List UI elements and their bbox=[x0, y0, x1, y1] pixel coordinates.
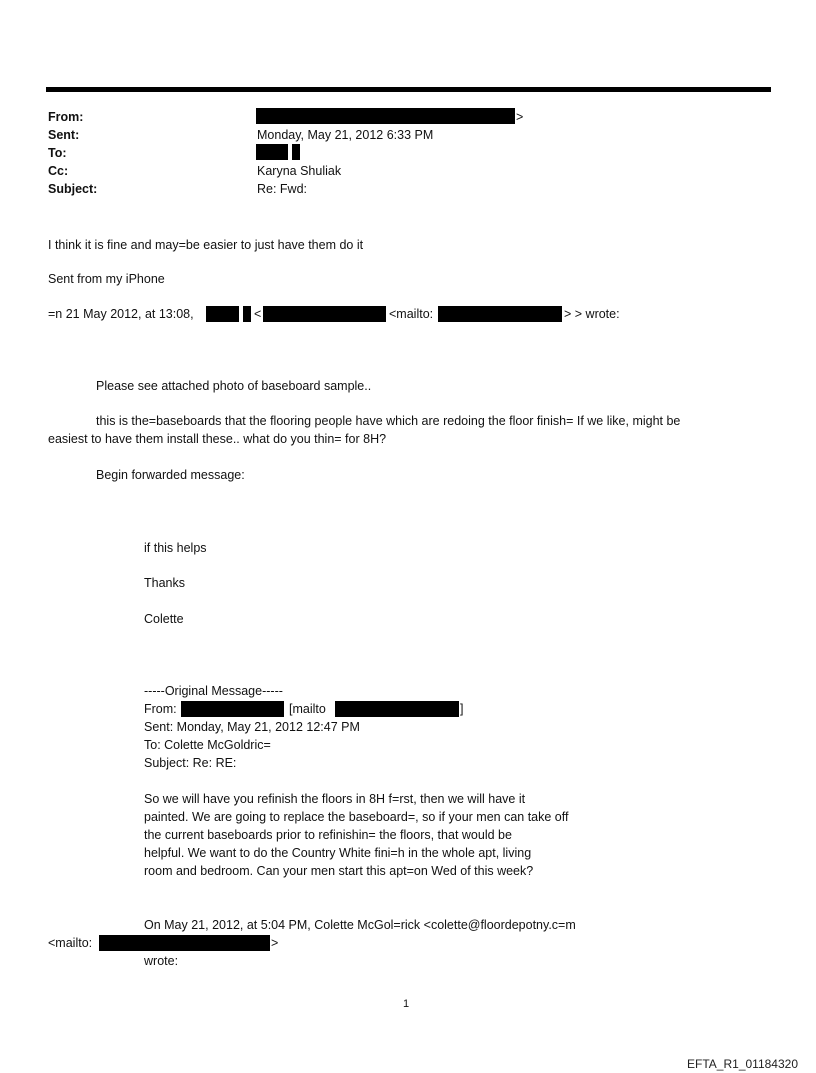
subject-label: Subject: bbox=[48, 182, 98, 196]
redaction-orig-from bbox=[181, 701, 284, 717]
document-id: EFTA_R1_01184320 bbox=[687, 1057, 798, 1071]
cc-label: Cc: bbox=[48, 164, 69, 178]
body-line-2: Sent from my iPhone bbox=[48, 272, 165, 286]
redaction-quote-3 bbox=[263, 306, 386, 322]
cc-value: Karyna Shuliak bbox=[257, 164, 342, 178]
to-label: To: bbox=[48, 146, 67, 160]
redaction-quote-4 bbox=[438, 306, 562, 322]
mailto-2-close: > bbox=[271, 936, 279, 950]
quote-wrote: > > wrote: bbox=[564, 307, 620, 321]
if-this-helps: if this helps bbox=[144, 541, 207, 555]
msg-line-2: painted. We are going to replace the baseboard=, so if your men can take off bbox=[144, 810, 569, 824]
orig-from-label: From: bbox=[144, 702, 177, 716]
orig-sent: Sent: Monday, May 21, 2012 12:47 PM bbox=[144, 720, 360, 734]
from-suffix: > bbox=[516, 110, 524, 124]
page-number: 1 bbox=[403, 998, 410, 1010]
para-1: Please see attached photo of baseboard sample.. bbox=[96, 379, 372, 393]
from-label: From: bbox=[48, 110, 84, 124]
header-rule bbox=[46, 87, 771, 92]
redaction-to-1 bbox=[256, 144, 288, 160]
msg-line-4: helpful. We want to do the Country White fini=h in the whole apt, living bbox=[144, 846, 532, 860]
orig-to: To: Colette McGoldric= bbox=[144, 738, 271, 752]
on-may-line: On May 21, 2012, at 5:04 PM, Colette McGol=rick <colette@floordepotny.c=m bbox=[144, 918, 576, 932]
body-line-1: I think it is fine and may=be easier to just have them do it bbox=[48, 238, 364, 252]
subject-value: Re: Fwd: bbox=[257, 182, 308, 196]
redaction-quote-2 bbox=[243, 306, 251, 322]
redaction-to-2 bbox=[292, 144, 300, 160]
orig-subject: Subject: Re: RE: bbox=[144, 756, 237, 770]
sent-value: Monday, May 21, 2012 6:33 PM bbox=[257, 128, 434, 142]
mailto-2: <mailto: bbox=[48, 936, 93, 950]
orig-close: ] bbox=[460, 702, 464, 716]
redaction-from bbox=[256, 108, 515, 124]
original-message-header: -----Original Message----- bbox=[144, 684, 283, 698]
para-2b: easiest to have them install these.. what do you thin= for 8H? bbox=[48, 432, 387, 446]
quote-mailto: <mailto: bbox=[389, 307, 434, 321]
msg-line-5: room and bedroom. Can your men start this apt=on Wed of this week? bbox=[144, 864, 534, 878]
sent-label: Sent: bbox=[48, 128, 80, 142]
redaction-orig-mailto bbox=[335, 701, 459, 717]
quote-prefix: =n 21 May 2012, at 13:08, bbox=[48, 307, 194, 321]
wrote-line: wrote: bbox=[144, 954, 179, 968]
para-2a: this is the=baseboards that the flooring people have which are redoing the floor finish= If we like, might be bbox=[96, 414, 681, 428]
redaction-quote-1 bbox=[206, 306, 239, 322]
msg-line-1: So we will have you refinish the floors in 8H f=rst, then we will have it bbox=[144, 792, 526, 806]
signature: Colette bbox=[144, 612, 184, 626]
orig-mailto: [mailto bbox=[289, 702, 326, 716]
forwarded-label: Begin forwarded message: bbox=[96, 468, 245, 482]
redaction-mailto-2 bbox=[99, 935, 270, 951]
msg-line-3: the current baseboards prior to refinishin= the floors, that would be bbox=[144, 828, 512, 842]
quote-lt: < bbox=[254, 307, 262, 321]
thanks: Thanks bbox=[144, 576, 185, 590]
